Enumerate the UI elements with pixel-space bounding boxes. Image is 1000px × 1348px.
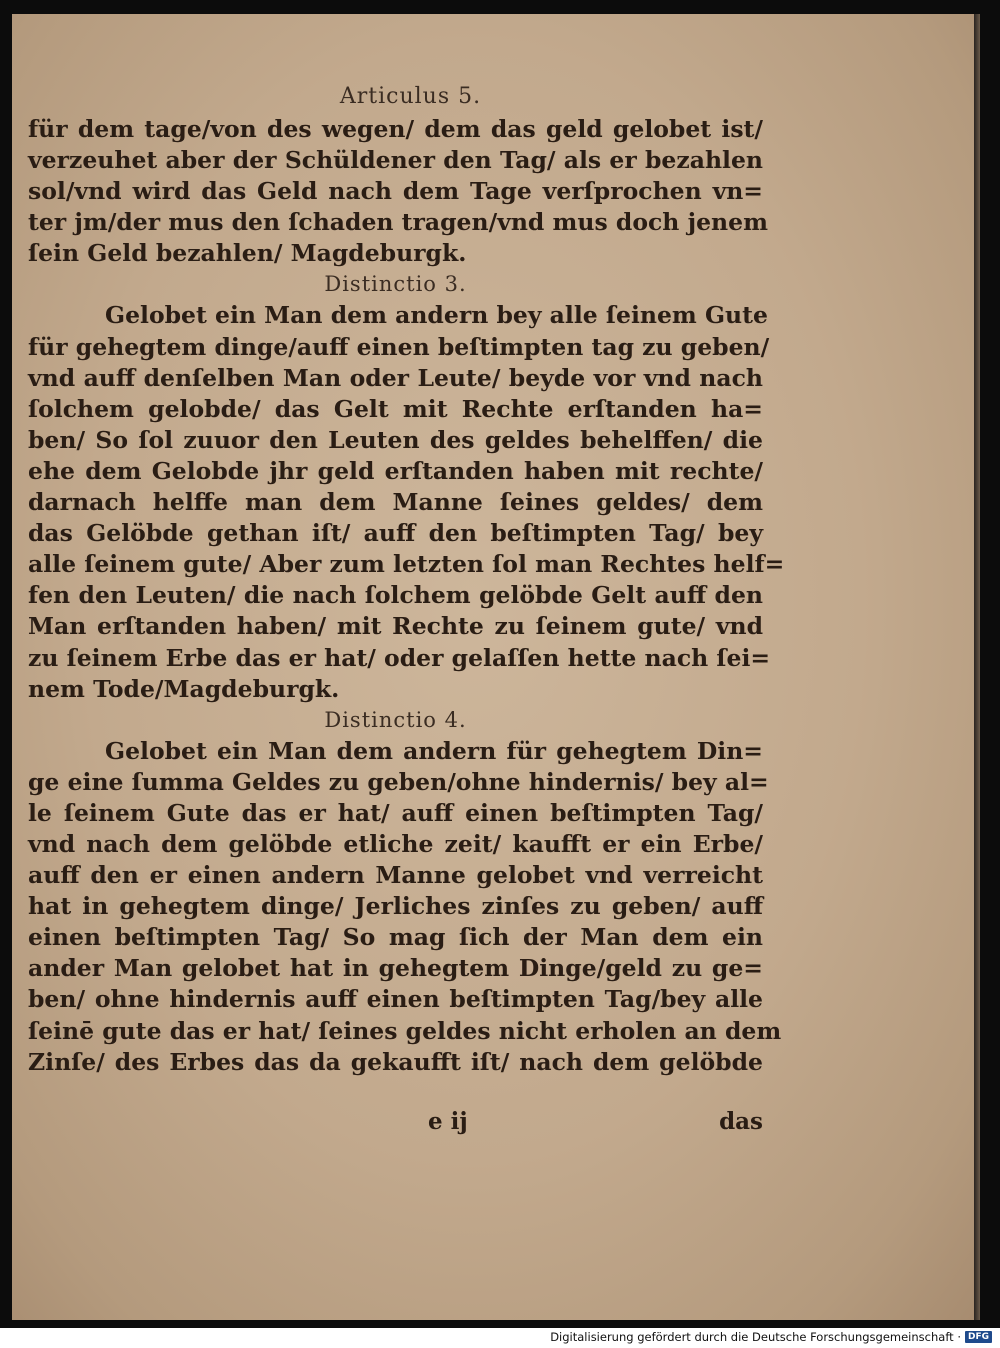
text-line: vnd nach dem gelöbde etliche zeit/ kaufft er ein Erbe/ xyxy=(28,829,763,858)
text-block xyxy=(28,80,785,1078)
catchword: das xyxy=(719,1108,763,1135)
text-line: vnd auff denſelben Man oder Leute/ beyde vor vnd nach xyxy=(28,363,763,392)
page-edge xyxy=(974,14,980,1320)
text-line: darnach helffe man dem Manne ſeines geldes/ dem xyxy=(28,488,763,517)
text-line: le ſeinem Gute das er hat/ auff einen beſtimpten Tag/ xyxy=(28,798,763,827)
paragraph-1 xyxy=(28,114,768,269)
text-line: ſein Geld bezahlen/ Magdeburgk. xyxy=(28,239,467,268)
footer-text: Digitalisierung gefördert durch die Deutsche Forschungsgemeinschaft · xyxy=(550,1330,961,1344)
text-line: Gelobet ein Man dem andern bey alle ſeinem Gute xyxy=(105,301,768,330)
text-line: ehe dem Gelobde jhr geld erſtanden haben mit rechte/ xyxy=(28,456,763,485)
footer-credit xyxy=(550,1330,992,1344)
text-line: Man erſtanden haben/ mit Rechte zu ſeinem gute/ vnd xyxy=(28,612,763,641)
text-line: verzeuhet aber der Schüldener den Tag/ als er bezahlen xyxy=(28,146,763,175)
signature-mark: e ij xyxy=(428,1108,468,1135)
text-line: für gehegtem dinge/auff einen beſtimpten tag zu geben/ xyxy=(28,332,770,361)
section-heading: Distinctio 4. xyxy=(324,707,467,732)
dfg-logo[interactable]: DFG xyxy=(965,1331,992,1343)
text-line: ander Man gelobet hat in gehegtem Dinge/geld zu ge= xyxy=(28,954,763,983)
text-line: alle ſeinem gute/ Aber zum letzten ſol man Rechtes helf= xyxy=(28,550,785,579)
text-line: ben/ So ſol zuuor den Leuten des geldes behelffen/ die xyxy=(28,425,763,454)
text-line: ſeinē gute das er hat/ ſeines geldes nicht erholen an dem xyxy=(28,1016,782,1045)
section-heading: Distinctio 3. xyxy=(324,272,467,297)
text-line: ſolchem gelobde/ das Gelt mit Rechte erſtanden ha= xyxy=(28,394,763,423)
paragraph-2 xyxy=(28,300,785,704)
paragraph-3 xyxy=(28,736,782,1078)
text-line: ge eine ſumma Geldes zu geben/ohne hindernis/ bey al= xyxy=(28,767,769,796)
text-line: ter jm/der mus den ſchaden tragen/vnd mus doch jenem xyxy=(28,208,768,237)
text-line: Zinſe/ des Erbes das da gekaufft iſt/ nach dem gelöbde xyxy=(28,1047,763,1076)
text-line: ben/ ohne hindernis auff einen beſtimpten Tag/bey alle xyxy=(28,985,763,1014)
text-line: auff den er einen andern Manne gelobet vnd verreicht xyxy=(28,861,763,890)
text-line: hat in gehegtem dinge/ Jerliches zinſes zu geben/ auff xyxy=(28,892,763,921)
text-line: Gelobet ein Man dem andern für gehegtem Din= xyxy=(105,736,763,765)
text-line: fen den Leuten/ die nach ſolchem gelöbde Gelt auff den xyxy=(28,581,763,610)
text-line: einen beſtimpten Tag/ So mag ſich der Man dem ein xyxy=(28,923,763,952)
text-line: nem Tode/Magdeburgk. xyxy=(28,674,340,703)
text-line: das Gelöbde gethan iſt/ auff den beſtimpten Tag/ bey xyxy=(28,519,763,548)
page-foot xyxy=(28,1108,763,1138)
text-line: sol/vnd wird das Geld nach dem Tage verſprochen vn= xyxy=(28,177,763,206)
text-line: für dem tage/von des wegen/ dem das geld gelobet ist/ xyxy=(28,115,763,143)
running-head: Articulus 5. xyxy=(339,84,482,109)
text-line: zu ſeinem Erbe das er hat/ oder gelaſſen hette nach ſei= xyxy=(28,643,771,672)
